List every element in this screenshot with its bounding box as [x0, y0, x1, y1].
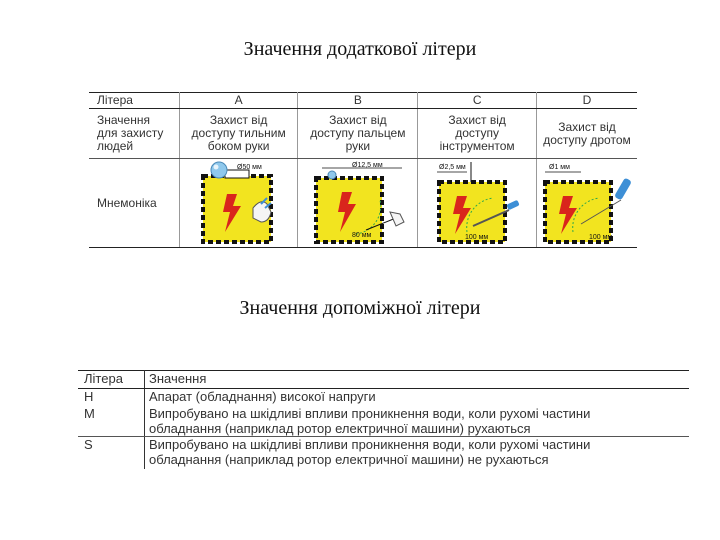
meaning-label: [89, 109, 179, 159]
meaning-line: Захист від: [448, 113, 506, 127]
mnemonic-b: [298, 159, 418, 248]
annotation-b-diameter: Ø12,5 мм: [351, 162, 383, 169]
meaning-line: доступу: [455, 126, 500, 140]
table-row: [78, 437, 689, 470]
sphere-highlight: [213, 165, 218, 170]
sphere-probe-icon: [211, 162, 227, 178]
row-meaning-line: Випробувано на шкідливі впливи проникнення води, коли рухомі частини: [149, 406, 591, 421]
row-meaning-line: обладнання (наприклад ротор електричної машини) не рухаються: [149, 452, 549, 467]
meaning-a: [179, 109, 298, 159]
annotation-d-length: 100 мм: [589, 234, 613, 241]
header-d: D: [537, 93, 638, 109]
row-meaning-line: Випробувано на шкідливі впливи проникнення води, коли рухомі частини: [149, 437, 591, 452]
meaning-line: боком руки: [207, 139, 270, 153]
title-auxiliary-letter: Значення допоміжної літери: [239, 297, 481, 319]
row-meaning: Апарат (обладнання) високої напруги: [149, 389, 376, 404]
mnemonic-a-image: [189, 160, 289, 246]
meaning-line: доступу пальцем: [310, 126, 406, 140]
meaning-line: Захист від: [329, 113, 387, 127]
mnemonic-d-image: [537, 160, 637, 246]
enclosure-opening: [225, 170, 249, 178]
annotation-a-diameter: Ø50 мм: [236, 164, 262, 171]
meaning-b: [298, 109, 418, 159]
mnemonic-b-image: [304, 160, 412, 246]
meaning-line: інструментом: [439, 139, 515, 153]
header-meaning: Значення: [145, 371, 690, 389]
auxiliary-letter-table: [78, 370, 689, 469]
table-header-row: [78, 371, 689, 389]
additional-letter-table: [89, 92, 637, 248]
annotation-d-diameter: Ø1 мм: [549, 164, 570, 171]
meaning-line: доступу дротом: [543, 132, 631, 147]
mnemonic-label: Мнемоніка: [89, 159, 179, 248]
header-letter: Літера: [89, 93, 179, 109]
header-letter: Літера: [78, 371, 145, 389]
annotation-c-length: 100 мм: [465, 234, 489, 241]
header-c: C: [418, 93, 537, 109]
meaning-line: руки: [345, 139, 371, 153]
meaning-line: Захист від: [209, 113, 268, 127]
table-row: [78, 389, 689, 407]
meaning-d: [537, 109, 638, 159]
row-meaning-line: обладнання (наприклад ротор електричної машини) рухаються: [149, 421, 531, 436]
row-letter: M: [78, 406, 145, 437]
row-meaning: [145, 437, 690, 470]
finger-probe-tip-icon: [328, 171, 336, 179]
meaning-label-line: для захисту: [97, 126, 164, 140]
finger-icon: [390, 212, 404, 226]
annotation-b-length: 80 мм: [351, 232, 372, 239]
wire-handle-icon: [614, 177, 632, 200]
mnemonic-c: [418, 159, 537, 248]
mnemonic-row: [89, 159, 637, 248]
meaning-line: доступу тильним: [191, 126, 286, 140]
title-additional-letter: Значення додаткової літери: [243, 38, 477, 60]
header-b: B: [298, 93, 418, 109]
meaning-label-line: людей: [97, 139, 134, 153]
annotation-c-diameter: Ø2,5 мм: [439, 164, 466, 171]
row-letter: S: [78, 437, 145, 470]
screwdriver-handle-icon: [506, 200, 519, 211]
meaning-label-line: Значення: [97, 113, 150, 127]
mnemonic-d: [537, 159, 638, 248]
meaning-c: [418, 109, 537, 159]
meaning-row: [89, 109, 637, 159]
mnemonic-a: [179, 159, 298, 248]
row-meaning: [145, 406, 690, 437]
mnemonic-c-image: [427, 160, 527, 246]
meaning-line: Захист від: [558, 119, 616, 134]
table-header-row: [89, 93, 637, 109]
table-row: [78, 406, 689, 437]
row-letter: H: [78, 389, 145, 407]
yellow-enclosure: [439, 182, 505, 242]
header-a: A: [179, 93, 298, 109]
